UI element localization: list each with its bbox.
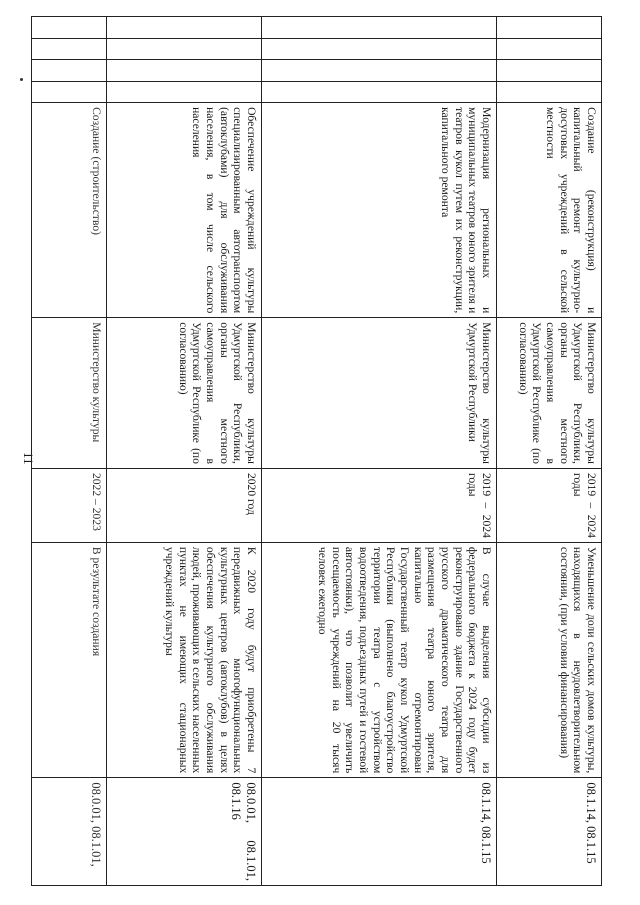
- blank-cell: [107, 81, 262, 103]
- blank-cell: [497, 60, 602, 82]
- blank-cell: [107, 17, 262, 39]
- activity-cell: Создание (строительство): [32, 103, 107, 318]
- activity-cell: Обеспечение учреждений культуры специализированным автотранспортом (автоклубами) для обслуживания населения, в том числе сельского населения: [107, 103, 262, 318]
- blank-cell: [32, 38, 107, 60]
- activity-cell: Модернизация региональных и муниципальных театров юного зрителя и театров кукол путем их реконструкции, капитального ремонта: [262, 103, 497, 318]
- program-measures-table: [31, 16, 602, 886]
- indicator-codes-cell: 08.1.14, 08.1.15: [262, 778, 497, 886]
- result-cell: В случае выделения субсидии из федерального бюджета к 2024 году будет реконструировано здание Государственного русского драматического театра для размещения театра юного зрителя, капитально отремонтирован Государственный театр кукол Удмуртской Республики (выполнено благоустройство территории театра с устройством водоотведения, подъездных путей и гостевой автостоянки), что позволит увеличить посещаемость учреждений на 20 тысяч человек ежегодно: [262, 542, 497, 777]
- table-row: [32, 17, 107, 886]
- blank-cell: [107, 60, 262, 82]
- result-cell: В результате создания: [32, 542, 107, 777]
- activity-cell: Создание (реконструкция) и капитальный ремонт культурно-досуговых учреждений в сельской местности: [497, 103, 602, 318]
- blank-cell: [497, 17, 602, 39]
- blank-cell: [107, 38, 262, 60]
- term-cell: 2020 год: [107, 468, 262, 542]
- result-cell: Уменьшение доли сельских домов культуры, находящихся в неудовлетворительном состоянии, (при условии финансирования): [497, 542, 602, 777]
- blank-cell: [497, 81, 602, 103]
- blank-cell: [262, 60, 497, 82]
- page-number: 11: [21, 452, 36, 465]
- indicator-codes-cell: 08.1.14, 08.1.15: [497, 778, 602, 886]
- blank-cell: [32, 60, 107, 82]
- executor-cell: Министерство культуры Удмуртской Республики, органы местного самоуправления в Удмуртской Республике (по согласованию): [107, 318, 262, 469]
- executor-cell: Министерство культуры Удмуртской Республики, органы местного самоуправления в Удмуртской Республике (по согласованию): [497, 318, 602, 469]
- indicator-codes-cell: 08.0.01, 08.1.01, 08.1.16: [107, 778, 262, 886]
- term-cell: 2022 – 2023: [32, 468, 107, 542]
- blank-cell: [262, 17, 497, 39]
- scan-speck: [20, 78, 23, 81]
- rotated-table-container: [32, 16, 602, 886]
- blank-cell: [262, 81, 497, 103]
- indicator-codes-cell: 08.0.01, 08.1.01,: [32, 778, 107, 886]
- term-cell: 2019 – 2024 годы: [262, 468, 497, 542]
- term-cell: 2019 – 2024 годы: [497, 468, 602, 542]
- blank-cell: [32, 17, 107, 39]
- blank-cell: [262, 38, 497, 60]
- executor-cell: Министерство культуры Удмуртской Республики: [262, 318, 497, 469]
- blank-cell: [32, 81, 107, 103]
- table-row: [497, 17, 602, 886]
- result-cell: К 2020 году будут приобретены 7 передвижных многофункциональных культурных центров (автоклубов) в целях обеспечения культурного обслуживания людей, проживающих в сельских населенных пунктах не имеющих стационарных учреждений культуры: [107, 542, 262, 777]
- table-row: [107, 17, 262, 886]
- table-row: [262, 17, 497, 886]
- blank-cell: [497, 38, 602, 60]
- executor-cell: Министерство культуры: [32, 318, 107, 469]
